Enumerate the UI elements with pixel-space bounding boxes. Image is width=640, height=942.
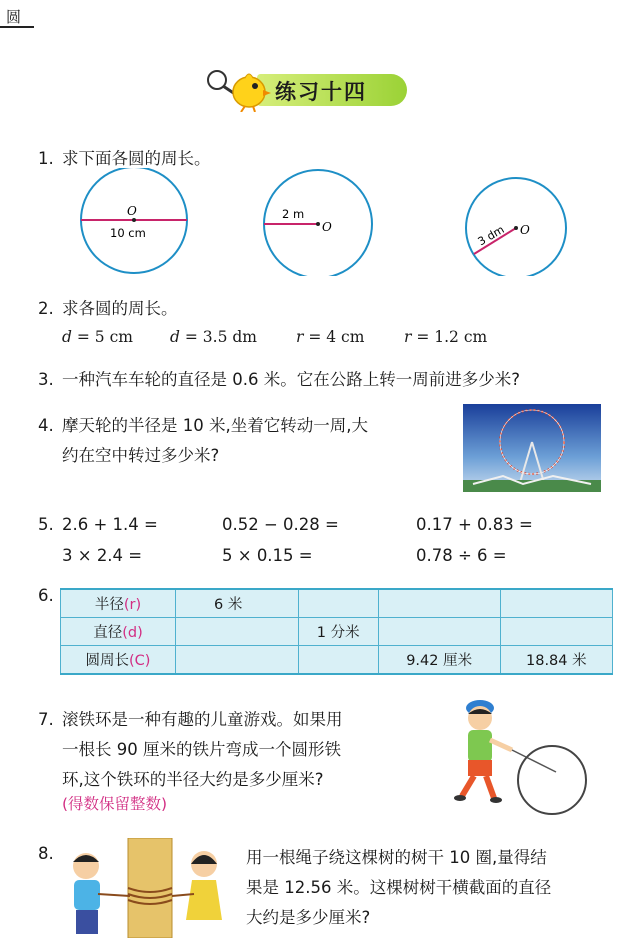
question-text: 一种汽车车轮的直径是 0.6 米。它在公路上转一周前进多少米? — [62, 370, 520, 389]
given-value-3: r = 4 cm — [296, 328, 365, 346]
center-label: O — [520, 223, 530, 237]
exercise-title: 练习十四 — [275, 80, 367, 104]
circle-table — [60, 588, 613, 675]
tree-measuring-illustration — [60, 838, 230, 938]
question-number: 1. — [38, 149, 54, 168]
chapter-mark: 圆 — [6, 8, 22, 26]
table-cell: 6 米 — [176, 589, 299, 618]
header-rule — [0, 26, 34, 28]
question-8-line-3: 大约是多少厘米? — [246, 908, 371, 927]
given-value-1: d = 5 cm — [62, 328, 133, 346]
table-cell: 1 分米 — [298, 618, 378, 646]
ferris-wheel-photo — [463, 404, 601, 492]
given-value-4: r = 1.2 cm — [404, 328, 488, 346]
question-7-line-3: 环,这个铁环的半径大约是多少厘米? — [62, 770, 324, 789]
row-header: 半径(r) — [61, 589, 176, 618]
question-text-line-1: 摩天轮的半径是 10 米,坐着它转动一周,大 — [62, 416, 368, 435]
table-cell — [298, 589, 378, 618]
expression: 0.52 − 0.28 = — [222, 515, 339, 534]
table-cell: 18.84 米 — [500, 646, 612, 675]
question-5-number: 5. — [38, 515, 54, 534]
radius-label: 2 m — [282, 207, 305, 221]
question-4 — [38, 412, 368, 436]
expression: 5 × 0.15 = — [222, 546, 313, 565]
question-3 — [38, 366, 520, 390]
question-7 — [38, 706, 343, 730]
table-row — [61, 646, 613, 675]
row-header: 圆周长(C) — [61, 646, 176, 675]
question-number: 7. — [38, 710, 54, 729]
question-number: 2. — [38, 299, 54, 318]
question-8-number: 8. — [38, 844, 54, 863]
question-number: 4. — [38, 416, 54, 435]
table-cell — [378, 589, 500, 618]
center-label: O — [127, 204, 137, 218]
circle-figures — [70, 168, 610, 276]
table-row — [61, 618, 613, 646]
question-8-line-2: 果是 12.56 米。这棵树树干横截面的直径 — [246, 878, 552, 897]
circle-figure-1 — [81, 168, 187, 273]
hoop-rolling-boy-illustration — [440, 692, 600, 822]
table-cell — [176, 618, 299, 646]
table-cell — [500, 589, 612, 618]
question-2 — [38, 295, 178, 319]
row-header: 直径(d) — [61, 618, 176, 646]
table-cell — [176, 646, 299, 675]
table-cell — [500, 618, 612, 646]
circle-figure-3 — [466, 178, 566, 276]
expression: 3 × 2.4 = — [62, 546, 143, 565]
exercise-banner — [205, 66, 415, 112]
given-value-2: d = 3.5 dm — [170, 328, 257, 346]
expression: 0.17 + 0.83 = — [416, 515, 533, 534]
question-1 — [38, 145, 211, 169]
circle-figure-2 — [264, 170, 372, 276]
center-label: O — [322, 220, 332, 234]
question-text: 求各圆的周长。 — [62, 299, 178, 318]
question-6-number: 6. — [38, 586, 54, 605]
question-8-line-1: 用一根绳子绕这棵树的树干 10 圈,量得结 — [246, 848, 547, 867]
table-cell — [378, 618, 500, 646]
expression: 2.6 + 1.4 = — [62, 515, 158, 534]
question-text-line-1: 滚铁环是一种有趣的儿童游戏。如果用 — [62, 710, 343, 729]
question-7-line-2: 一根长 90 厘米的铁片弯成一个圆形铁 — [62, 740, 341, 759]
question-number: 3. — [38, 370, 54, 389]
diameter-label: 10 cm — [110, 226, 146, 240]
rounding-note: (得数保留整数) — [62, 795, 168, 813]
table-cell: 9.42 厘米 — [378, 646, 500, 675]
question-4-line-2: 约在空中转过多少米? — [62, 446, 220, 465]
question-text: 求下面各圆的周长。 — [62, 149, 211, 168]
radius-label: 3 dm — [475, 222, 507, 249]
expression: 0.78 ÷ 6 = — [416, 546, 507, 565]
table-cell — [298, 646, 378, 675]
table-row — [61, 589, 613, 618]
chick-tennis-icon — [205, 66, 275, 112]
